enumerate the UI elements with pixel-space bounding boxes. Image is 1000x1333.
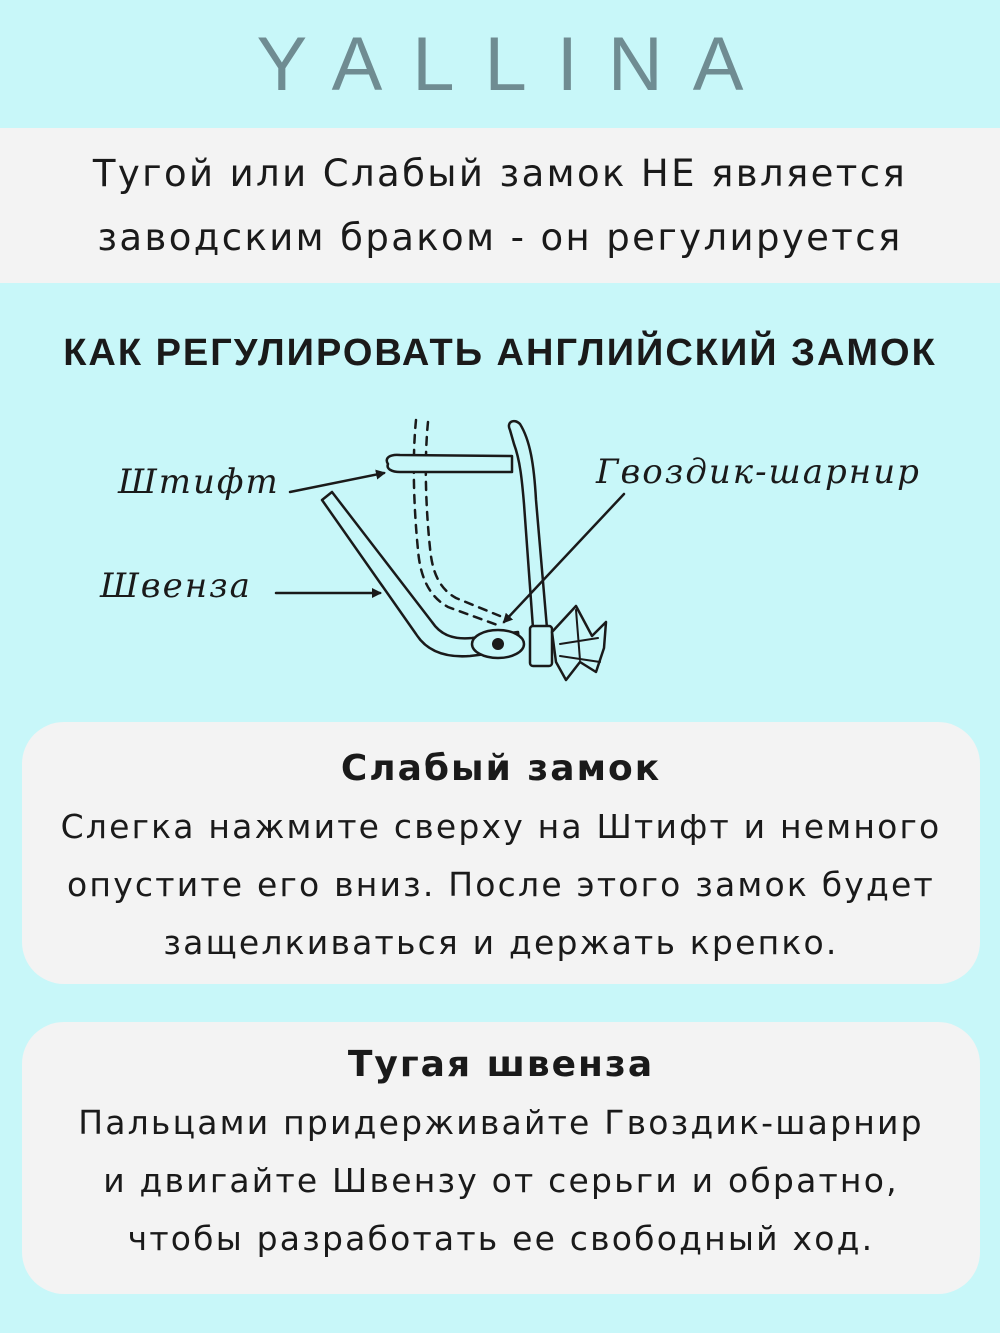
notice-band <box>0 128 1000 283</box>
card-line: и двигайте Швензу от серьги и обратно, <box>103 1161 899 1200</box>
pin-label: Штифт <box>118 462 280 502</box>
pin-arrow <box>290 473 384 492</box>
notice-line: Тугой или Слабый замок НЕ является <box>92 151 908 195</box>
card-line: Слегка нажмите сверху на Штифт и немного <box>60 807 942 846</box>
dashed-pin-position-inner <box>426 422 500 616</box>
section-heading: КАК РЕГУЛИРОВАТЬ АНГЛИЙСКИЙ ЗАМОК <box>63 332 937 374</box>
brand-header <box>0 0 1000 128</box>
pin-shape <box>387 455 512 472</box>
card-title: Слабый замок <box>340 748 662 789</box>
hinge-label: Гвоздик-шарнир <box>596 452 921 492</box>
lock-illustration <box>0 400 1000 710</box>
hook-label: Швенза <box>100 566 252 606</box>
card-line: опустите его вниз. После этого замок будет <box>67 865 935 904</box>
card-line: защелкиваться и держать крепко. <box>163 923 839 962</box>
card-line: чтобы разработать ее свободный ход. <box>127 1219 875 1258</box>
clasp-block <box>530 626 552 666</box>
card-line: Пальцами придерживайте Гвоздик-шарнир <box>78 1103 924 1142</box>
notice-line: заводским браком - он регулируется <box>97 215 903 259</box>
weak-lock-card <box>22 722 980 984</box>
brand-logo: YALLINA <box>256 21 774 107</box>
tight-hook-card <box>22 1022 980 1294</box>
hinge-arrow <box>504 494 624 622</box>
card-title: Тугая швенза <box>347 1044 655 1085</box>
lock-diagram <box>0 400 1000 710</box>
hinge-nail <box>492 638 504 650</box>
